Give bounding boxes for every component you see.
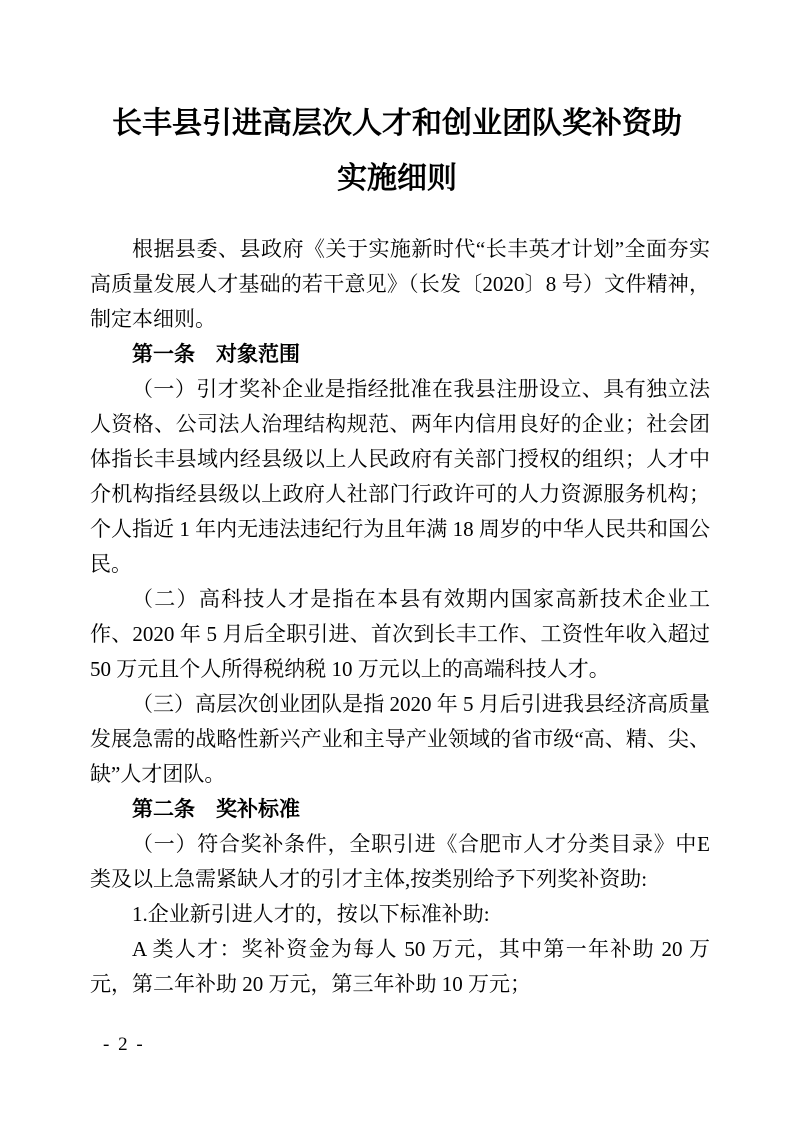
page-number: - 2 -	[103, 1034, 145, 1055]
body-paragraph: 1.企业新引进人才的，按以下标准补助:	[132, 902, 490, 926]
body-paragraph: A 类人才：奖补资金为每人 50 万元，其中第一年补助 20 万元，第二年补助 20 万元，第三年补助 10 万元；	[90, 937, 710, 996]
body-paragraph: （一）引才奖补企业是指经批准在我县注册设立、具有独立法人资格、公司法人治理结构规范、两年内信用良好的企业；社会团体指长丰县域内经县级以上人民政府有关部门授权的组织；人才中介机构指经县级以上政府人社部门行政许可的人力资源服务机构；个人指近 1 年内无违法违纪行为且年满 18 周岁的中华人民共和国公民。	[90, 377, 710, 576]
title-line-1: 长丰县引进高层次人才和创业团队奖补资助	[112, 107, 682, 140]
body-paragraph: 根据县委、县政府《关于实施新时代“长丰英才计划”全面夯实高质量发展人才基础的若干意见》（长发〔2020〕8 号）文件精神，制定本细则。	[90, 237, 710, 331]
body-paragraph: （二）高科技人才是指在本县有效期内国家高新技术企业工作、2020 年 5 月后全职引进、首次到长丰工作、工资性年收入超过 50 万元且个人所得税纳税 10 万元以上的高端科技人才。	[90, 587, 710, 681]
section-heading: 第二条 奖补标准	[132, 798, 300, 821]
body-paragraph: （三）高层次创业团队是指 2020 年 5 月后引进我县经济高质量发展急需的战略性新兴产业和主导产业领域的省市级“高、精、尖、缺”人才团队。	[90, 692, 710, 786]
body-paragraph: （一）符合奖补条件，全职引进《合肥市人才分类目录》中E类及以上急需紧缺人才的引才主体,按类别给予下列奖补资助:	[90, 832, 710, 891]
title-line-2: 实施细则	[337, 162, 457, 195]
page-footer	[103, 1034, 145, 1056]
document-body	[0, 232, 794, 1002]
section-heading: 第一条 对象范围	[132, 343, 300, 366]
document-title	[0, 0, 794, 206]
